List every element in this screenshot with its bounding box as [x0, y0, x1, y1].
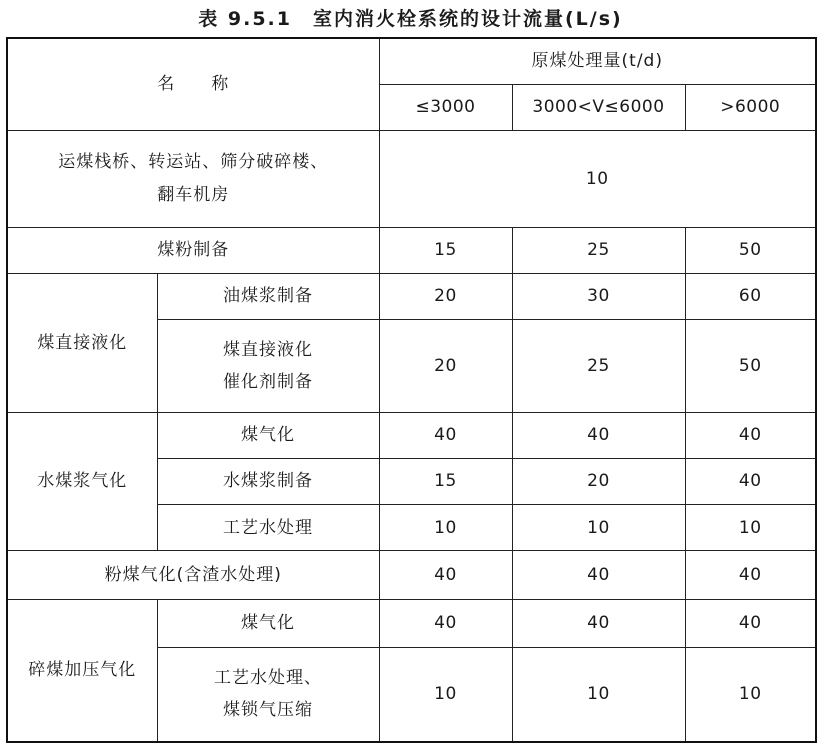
- header-col-2: 3000<V≤6000: [512, 84, 685, 130]
- row-name-line: 催化剂制备: [223, 371, 313, 392]
- row-name: [157, 647, 379, 742]
- cell-value: 25: [512, 320, 685, 413]
- row-name: 煤气化: [157, 599, 379, 647]
- cell-value: 40: [685, 412, 816, 458]
- header-group: 原煤处理量(t/d): [379, 38, 816, 84]
- cell-value: 40: [685, 599, 816, 647]
- cell-value: 40: [512, 551, 685, 599]
- group-name: 水煤浆气化: [7, 412, 157, 551]
- row-name: 煤粉制备: [7, 227, 379, 273]
- cell-value: 30: [512, 273, 685, 319]
- cell-value: 15: [379, 227, 512, 273]
- cell-value: 40: [685, 458, 816, 504]
- row-name: 煤气化: [157, 412, 379, 458]
- cell-value: 20: [379, 320, 512, 413]
- cell-value: 10: [379, 647, 512, 742]
- cell-value: 20: [379, 273, 512, 319]
- cell-value: 15: [379, 458, 512, 504]
- flow-table: [6, 37, 817, 743]
- row-name: 水煤浆制备: [157, 458, 379, 504]
- header-col-3: >6000: [685, 84, 816, 130]
- row-name: [7, 131, 379, 228]
- row-name: 粉煤气化(含渣水处理): [7, 551, 379, 599]
- cell-value: 50: [685, 320, 816, 413]
- group-name: 煤直接液化: [7, 273, 157, 412]
- cell-value: 40: [512, 412, 685, 458]
- table-title: 表 9.5.1 室内消火栓系统的设计流量(L/s): [198, 8, 623, 30]
- row-name: [157, 320, 379, 413]
- row-name-line: 煤锁气压缩: [223, 700, 313, 721]
- cell-value: 40: [512, 599, 685, 647]
- cell-value: 20: [512, 458, 685, 504]
- row-name-line: 煤直接液化: [223, 339, 313, 360]
- header-col-1: ≤3000: [379, 84, 512, 130]
- cell-value: 10: [512, 647, 685, 742]
- cell-value: 40: [685, 551, 816, 599]
- cell-value: 50: [685, 227, 816, 273]
- cell-value: 25: [512, 227, 685, 273]
- cell-value: 10: [685, 505, 816, 551]
- cell-value: 40: [379, 551, 512, 599]
- cell-value: 10: [379, 505, 512, 551]
- cell-value: 10: [512, 505, 685, 551]
- cell-value: 10: [685, 647, 816, 742]
- row-name-line: 运煤栈桥、转运站、筛分破碎楼、: [58, 152, 329, 173]
- row-name-line: 翻车机房: [157, 184, 230, 205]
- row-name-line: 工艺水处理、: [214, 668, 322, 689]
- cell-value: 40: [379, 599, 512, 647]
- cell-value: 60: [685, 273, 816, 319]
- cell-value: 40: [379, 412, 512, 458]
- row-name: 油煤浆制备: [157, 273, 379, 319]
- group-name: 碎煤加压气化: [7, 599, 157, 742]
- row-name: 工艺水处理: [157, 505, 379, 551]
- header-name: 名 称: [7, 38, 379, 131]
- cell-value: 10: [379, 131, 816, 228]
